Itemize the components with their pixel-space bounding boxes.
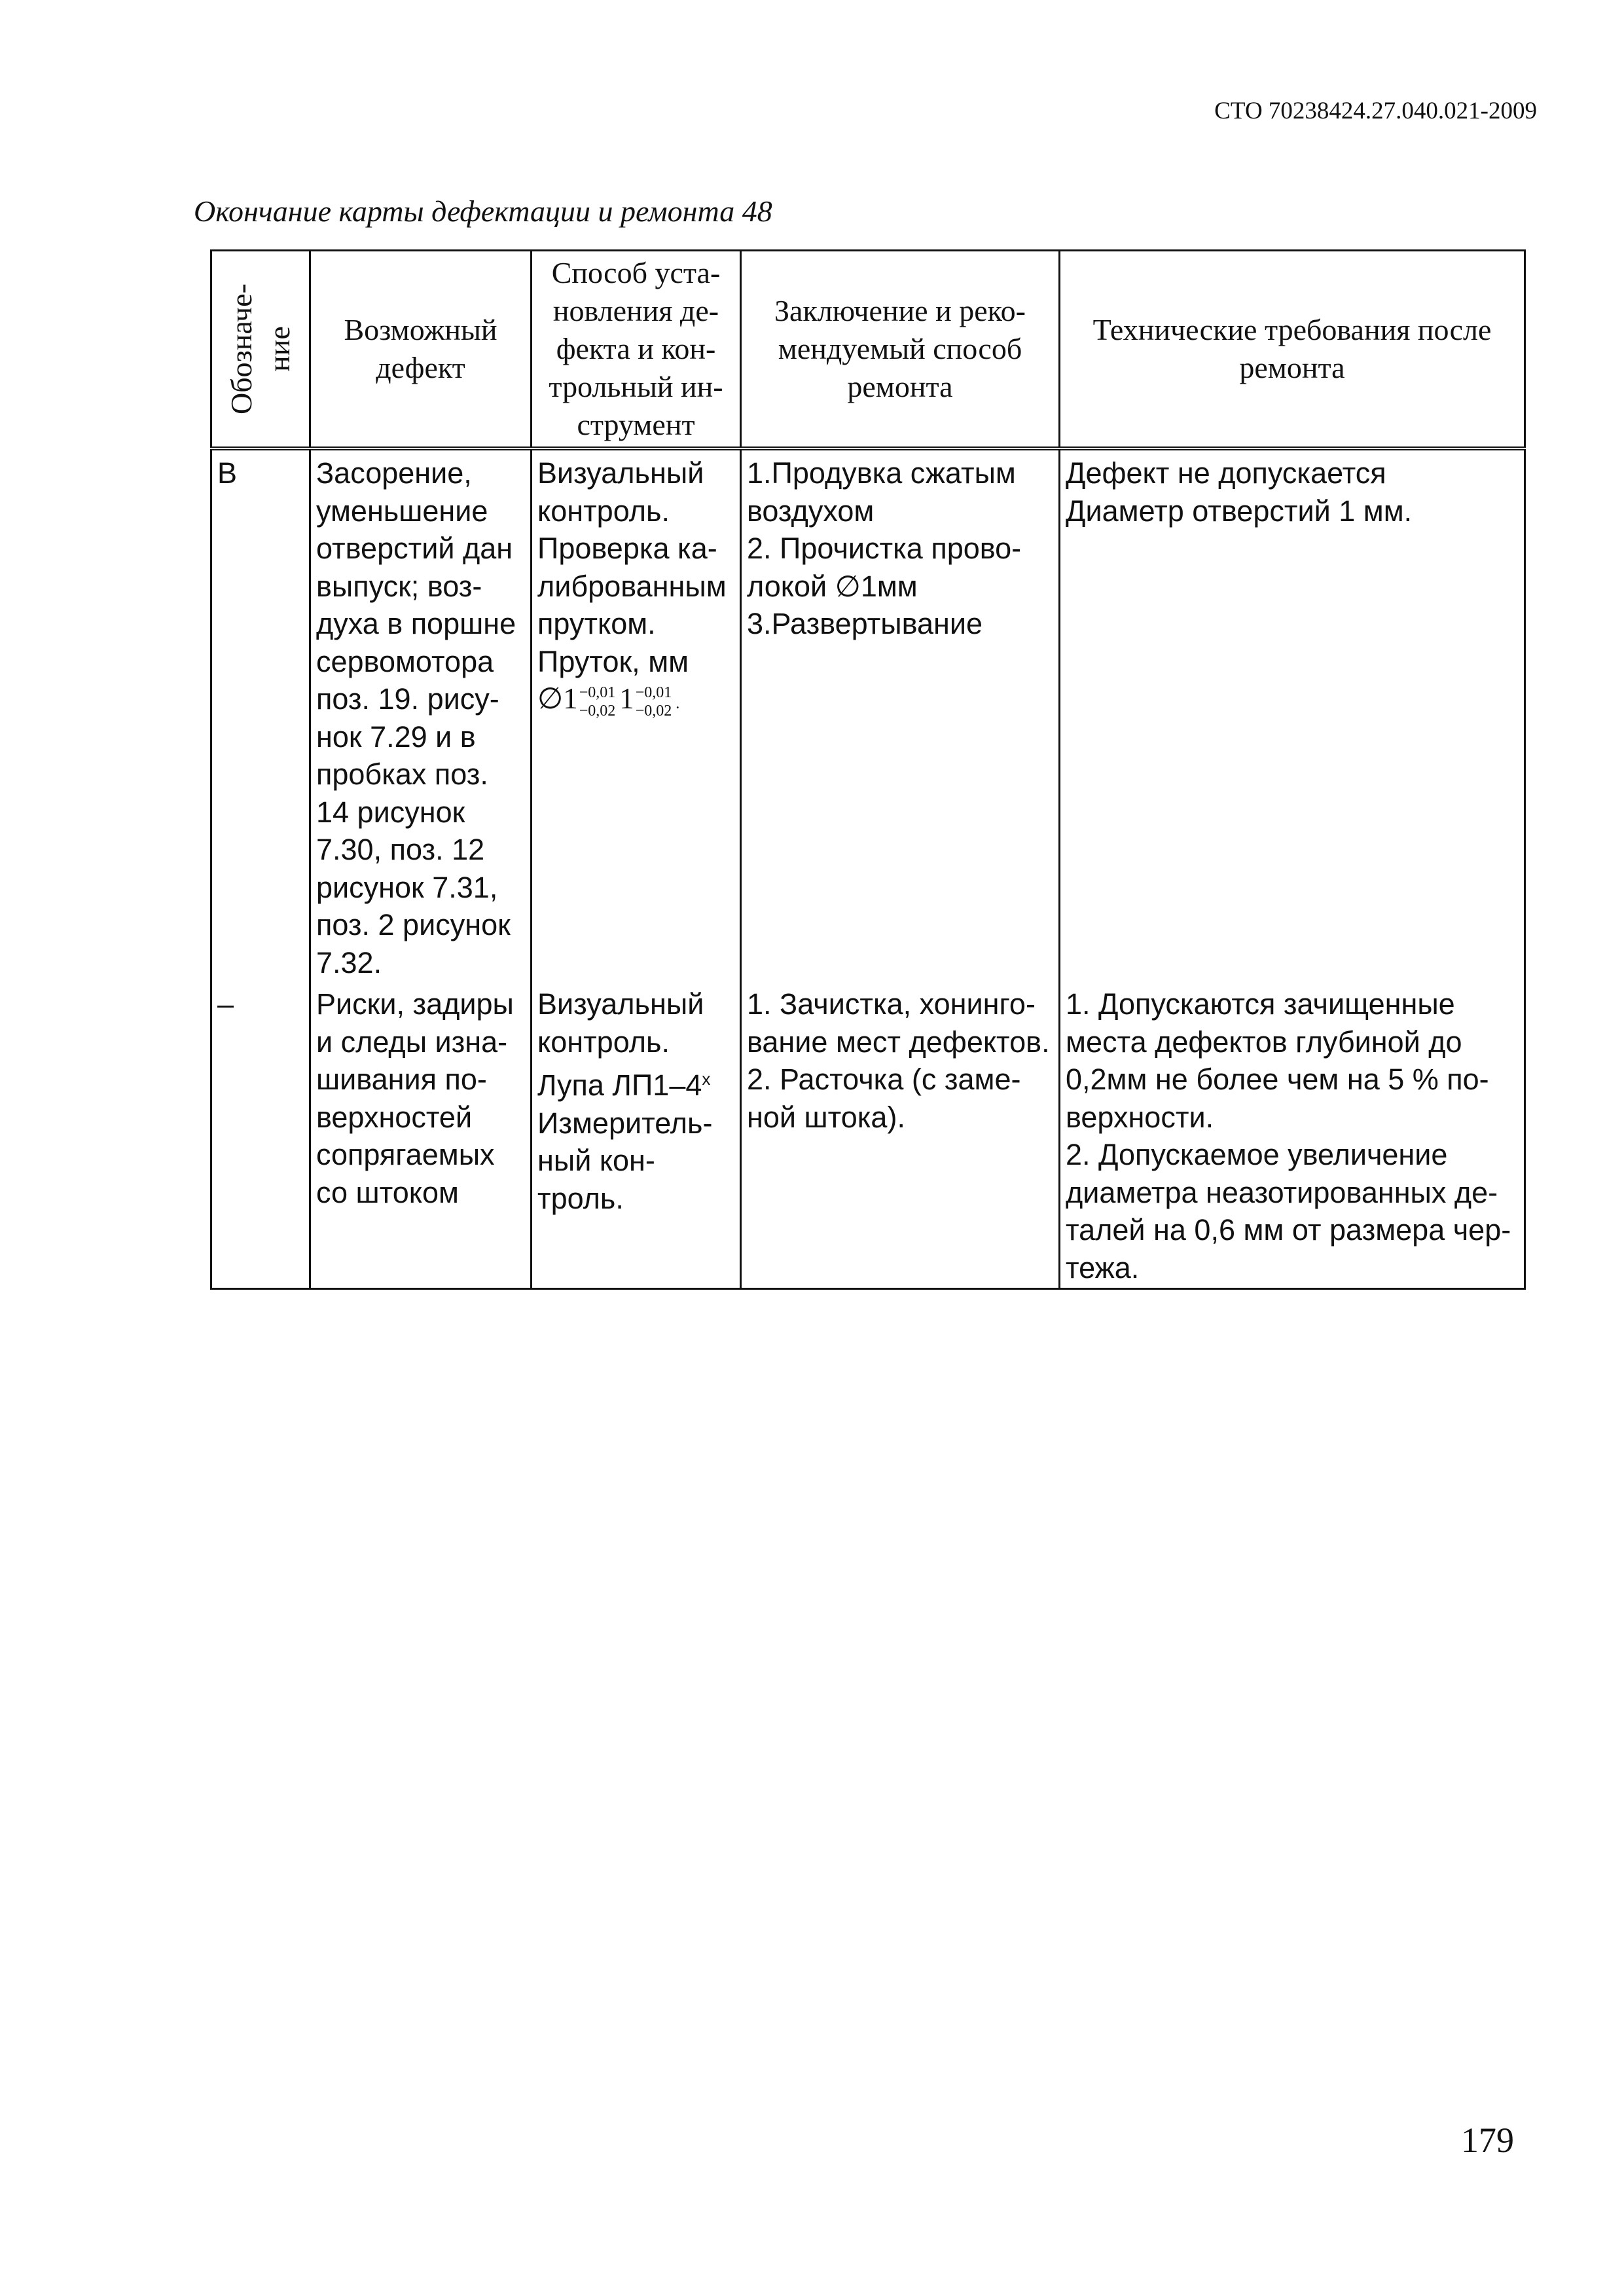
header-requirements: Технические требования после ремонта bbox=[1060, 251, 1525, 449]
cell-defect: Риски, задиры и следы изна- шивания по- верхностей сопрягаемых со штоком bbox=[310, 981, 532, 1289]
page-number: 179 bbox=[1461, 2121, 1514, 2160]
tolerance-1: −0,01 −0,02 bbox=[579, 683, 616, 720]
cell-requirements: Дефект не допускается Диаметр отверстий 1 мм. bbox=[1060, 448, 1525, 981]
cell-conclusion: 1. Зачистка, хонинго- вание мест дефектов. 2. Расточка (с заме- ной штока). bbox=[741, 981, 1060, 1289]
cell-method: Визуальный контроль. Проверка ка- либрованным прутком. Пруток, мм ∅1 −0,01 −0,02 1 −0,01 −0,02 . bbox=[532, 448, 741, 981]
magnifier-spec: Лупа $ЛП1-4^х$ bbox=[537, 1068, 711, 1102]
header-method: Способ уста- новления де- фекта и кон- трольный ин- струмент bbox=[532, 251, 741, 449]
cell-method: Визуальный контроль. Лупа $ЛП1-4^х$ Измеритель- ный кон- троль. bbox=[532, 981, 741, 1289]
header-designation-text: Обозначе- ние bbox=[225, 283, 296, 414]
rod-tolerance-formula: ∅1 −0,01 −0,02 1 −0,01 −0,02 . bbox=[537, 682, 680, 720]
cell-defect: Засорение, уменьшение отверстий дан выпуск; воз- духа в поршне сервомотора поз. 19. рису- нок 7.29 и в пробках поз. 14 рисунок 7.30, поз. 12 рисунок 7.31, поз. 2 рисунок 7.32. bbox=[310, 448, 532, 981]
header-defect: Возможный дефект bbox=[310, 251, 532, 449]
cell-requirements: 1. Допускаются зачищенные места дефектов глубиной до 0,2мм не более чем на 5 % по- верхности. 2. Допускаемое увеличение диаметра неазотированных де- талей на 0,6 мм от размера чер- тежа. bbox=[1060, 981, 1525, 1289]
tolerance-2: −0,01 −0,02 bbox=[635, 683, 672, 720]
header-designation bbox=[211, 251, 310, 449]
table-row bbox=[211, 448, 1525, 981]
cell-designation: – bbox=[211, 981, 310, 1289]
table-row bbox=[211, 981, 1525, 1289]
cell-conclusion: 1.Продувка сжатым воздухом 2. Прочистка прово- локой ∅1мм 3.Развертывание bbox=[741, 448, 1060, 981]
cell-designation: В bbox=[211, 448, 310, 981]
document-code: СТО 70238424.27.040.021-2009 bbox=[1214, 98, 1537, 124]
table-header-row bbox=[211, 251, 1525, 449]
defect-repair-table bbox=[210, 249, 1526, 1290]
table-caption: Окончание карты дефектации и ремонта 48 bbox=[194, 194, 772, 228]
header-conclusion: Заключение и реко- мендуемый способ ремонта bbox=[741, 251, 1060, 449]
